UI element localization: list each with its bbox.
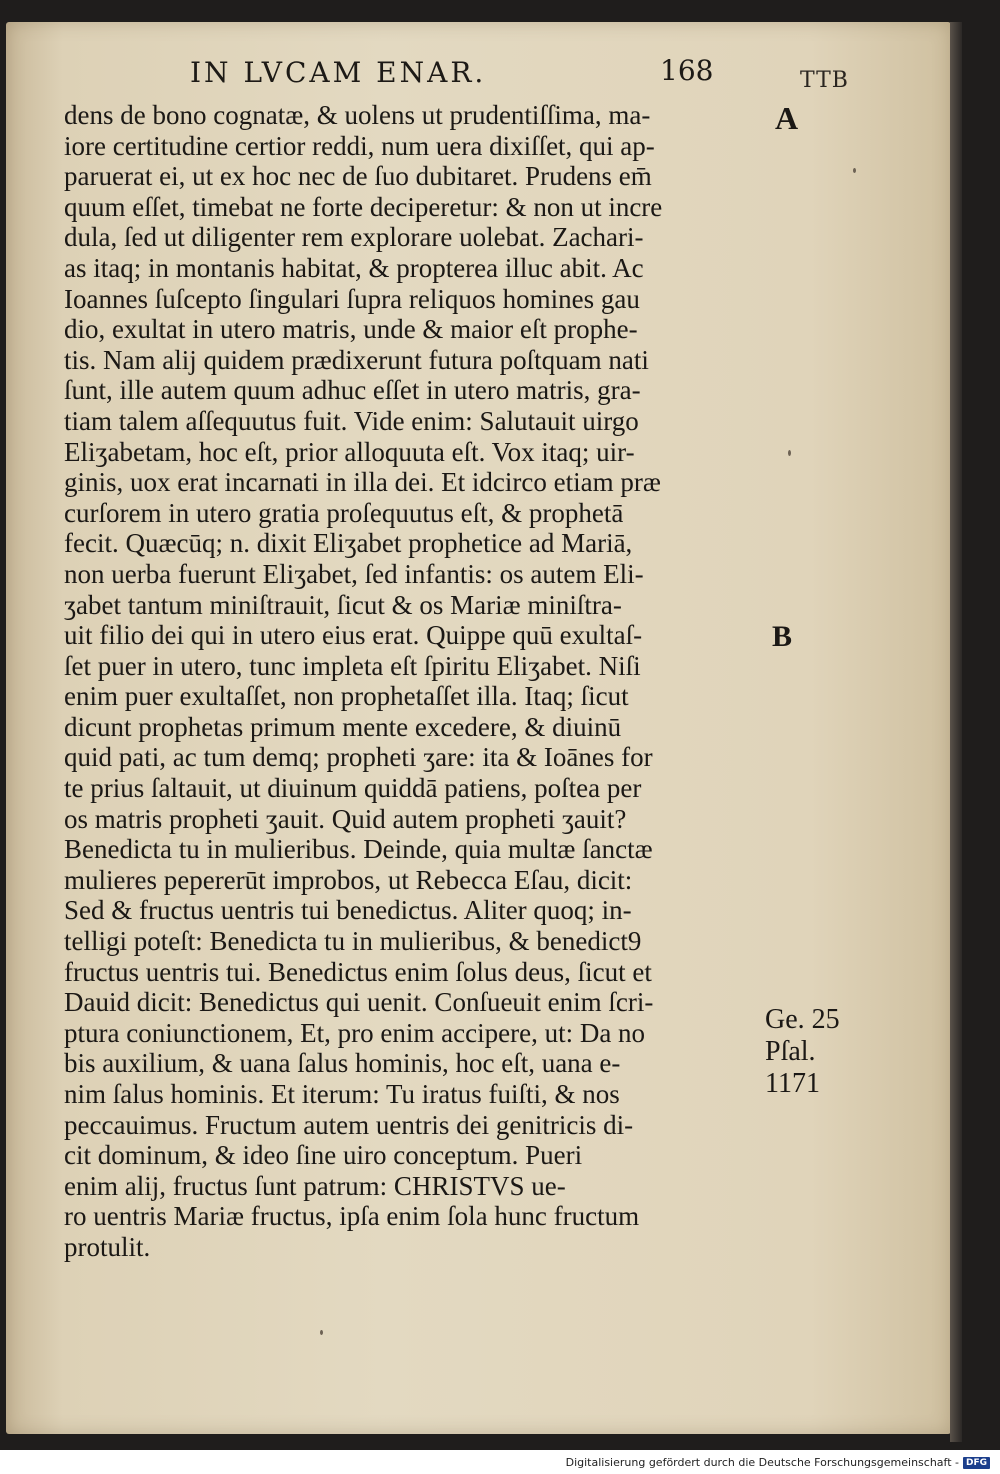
running-head: IN LVCAM ENAR. [190,56,487,89]
text-line: tis. Nam alij quidem prædixerunt futura poſtquam nati [64,344,649,375]
text-line: paruerat ei, ut ex hoc nec de ſuo dubitaret. Prudens em̄ [64,161,652,192]
text-line: Benedicta tu in mulieribus. Deinde, quia multæ ſanctæ [64,834,653,865]
marginal-ref-genesis: Ge. 25 [765,1004,840,1035]
text-line: ſunt, ille autem quum adhuc eſſet in utero matris, gra- [64,375,641,406]
text-line: as itaq; in montanis habitat, & propterea illuc abit. Ac [64,252,644,283]
text-line: fecit. Quæcūq; n. dixit Eliʒabet prophetice ad Mariā, [64,528,633,559]
text-line: fructus uentris tui. Benedictus enim ſolus deus, ſicut et [64,956,652,987]
text-line: cit dominum, & ideo ſine uiro conceptum. Pueri [64,1140,583,1171]
text-line: Sed & fructus uentris tui benedictus. Aliter quoq; in- [64,895,632,926]
dfg-logo: DFG [963,1457,990,1469]
text-line: dens de bono cognatæ, & uolens ut prudentiſſima, ma- [64,100,651,130]
marginal-section-a: A [775,100,799,136]
text-line: non uerba fuerunt Eliʒabet, ſed infantis: os autem Eli- [64,558,644,589]
paper-speck [853,168,856,173]
text-line: os matris propheti ʒauit. Quid autem propheti ʒauit? [64,803,627,834]
text-line: iore certitudine certior reddi, num uera dixiſſet, qui ap- [64,130,655,161]
digitization-credit [566,1456,990,1469]
text-line: protulit. [64,1231,151,1262]
paper-speck [788,450,791,456]
body-text [64,100,764,1263]
page-number: 168 [660,54,714,87]
marginal-section-b: B [772,620,793,653]
text-line: enim puer exultaſſet, non prophetaſſet illa. Itaq; ſicut [64,681,629,712]
text-line: ginis, uox erat incarnati in illa dei. Et idcirco etiam præ [64,467,661,498]
text-line: peccauimus. Fructum autem uentris dei genitricis di- [64,1109,634,1140]
text-line: Ioannes ſuſcepto ſingulari ſupra reliquos homines gau [64,283,640,314]
text-line: tiam talem aſſequutus fuit. Vide enim: Salutauit uirgo [64,405,639,436]
text-line: telligi poteſt: Benedicta tu in mulieribus, & benedict9 [64,926,642,957]
marginal-ref-psalm-number: 1171 [765,1068,820,1099]
text-line: te prius ſaltauit, ut diuinum quiddā patiens, poſtea per [64,773,642,804]
text-line: bis auxilium, & uana ſalus hominis, hoc eſt, uana e- [64,1048,621,1079]
page-edge [950,22,962,1442]
text-line: dio, exultat in utero matris, unde & maior eſt prophe- [64,314,638,345]
paper-speck [320,1330,323,1335]
text-line: ptura coniunctionem, Et, pro enim accipere, ut: Da no [64,1017,646,1048]
text-line: mulieres pepererūt improbos, ut Rebecca Eſau, dicit: [64,864,633,895]
text-line: dicunt prophetas primum mente excedere, & diuinū [64,711,622,742]
marginal-ref-psalm: Pſal. [765,1036,816,1067]
catchmark: TTB [800,68,849,93]
text-line: curſorem in utero gratia proſequutus eſt, & prophetā [64,497,624,528]
text-line: ſet puer in utero, tunc impleta eſt ſpiritu Eliʒabet. Niſi [64,650,641,681]
text-line: quid pati, ac tum demq; propheti ʒare: ita & Ioānes for [64,742,653,773]
credit-text: Digitalisierung gefördert durch die Deutsche Forschungsgemeinschaft - [565,1456,959,1469]
text-line: Dauid dicit: Benedictus qui uenit. Conſueuit enim ſcri- [64,987,654,1018]
text-line: dula, ſed ut diligenter rem explorare uolebat. Zachari- [64,222,644,253]
text-line: nim ſalus hominis. Et iterum: Tu iratus fuiſti, & nos [64,1079,620,1109]
text-line: ro uentris Mariæ fructus, ipſa enim ſola hunc fructum [64,1201,640,1232]
text-line: ʒabet tantum miniſtrauit, ſicut & os Mariæ miniſtra- [64,589,622,620]
text-line: quum eſſet, timebat ne forte deciperetur: & non ut incre [64,191,663,222]
text-line: uit filio dei qui in utero eius erat. Quippe quū exultaſ- [64,620,643,651]
text-line: Eliʒabetam, hoc eſt, prior alloquuta eſt. Vox itaq; uir- [64,436,635,467]
text-line: enim alij, fructus ſunt patrum: CHRISTVS ue- [64,1170,566,1201]
